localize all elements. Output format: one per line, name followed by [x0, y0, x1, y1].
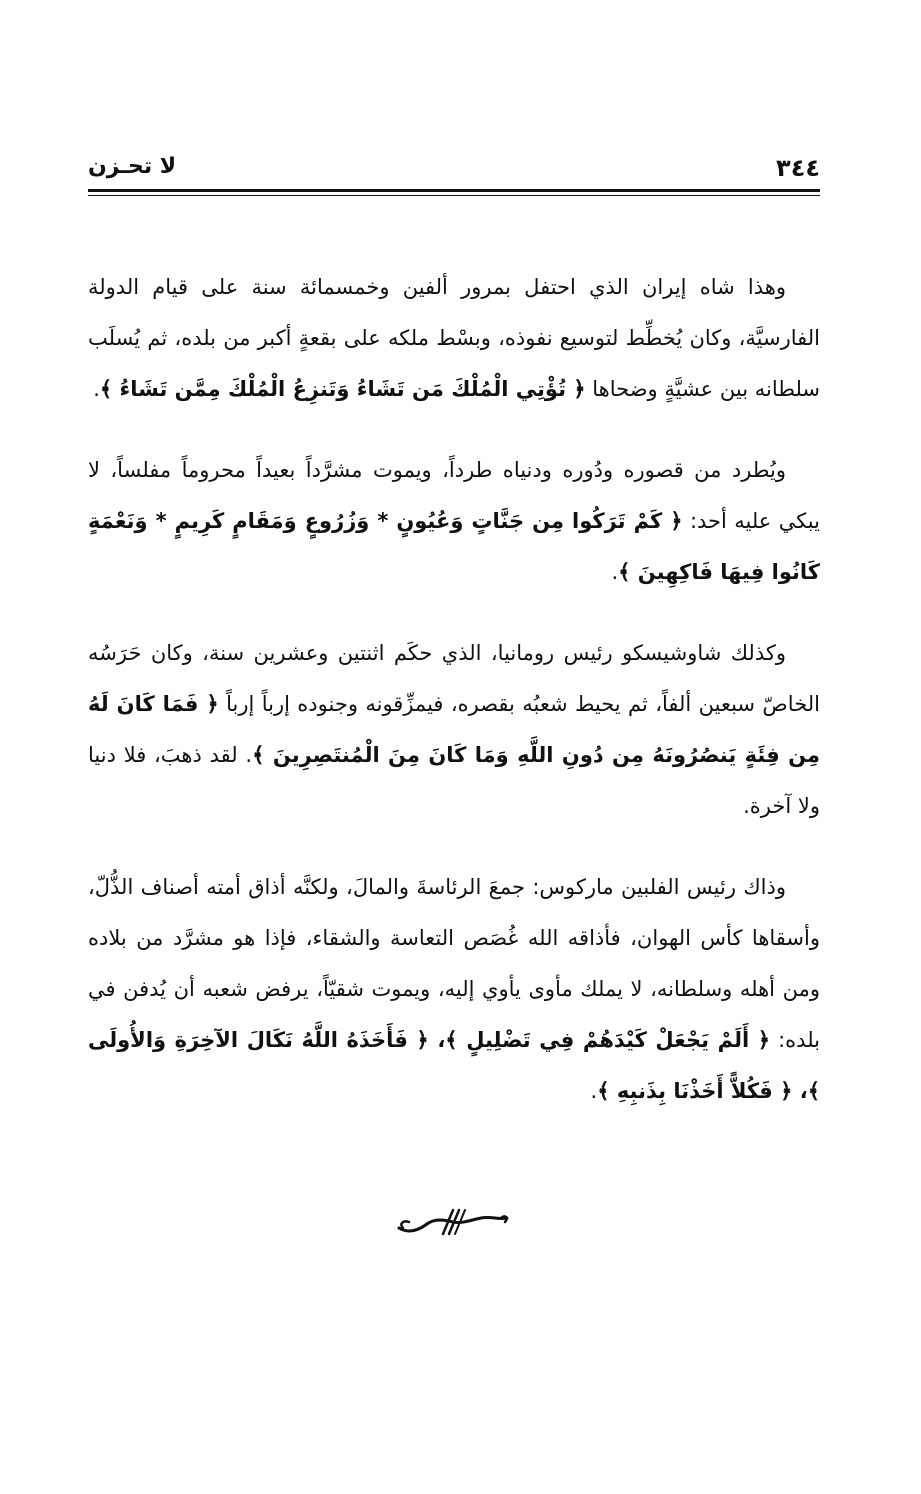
- body-text: [88, 262, 820, 1147]
- paragraph-tail: .: [611, 560, 619, 584]
- paragraph-marcos: [88, 862, 820, 1117]
- paragraph-text: وذاك رئيس الفلبين ماركوس: جمعَ الرئاسةَ والمالَ، ولكنَّه أذاق أمته أصناف الذُّلّ، وأسقاها كأس الهوان، فأذاقه الله غُصَص التعاسة والشقاء، فإذا هو مشرَّد من بلاده ومن أهله وسلطانه، لا يملك مأوى يأوي إليه، ويموت شقيّاً، يرفض شعبه أن يُدفن في بلده:: [88, 875, 820, 1052]
- paragraph-ceausescu: [88, 628, 820, 832]
- book-title: لا تحـزن: [88, 154, 177, 179]
- quran-verse: ﴿ كَمْ تَرَكُوا مِن جَنَّاتٍ وَعُيُونٍ * وَزُرُوعٍ وَمَقَامٍ كَرِيمٍ * وَنَعْمَةٍ كَانُوا فِيهَا فَاكِهِينَ ﴾: [88, 509, 820, 584]
- ornament-divider-icon: [395, 1204, 511, 1240]
- quran-verse: ﴿ تُؤْتِي الْمُلْكَ مَن تَشَاءُ وَتَنزِعُ الْمُلْكَ مِمَّن تَشَاءُ ﴾: [99, 377, 586, 401]
- quran-verse: ﴿ أَلَمْ يَجْعَلْ كَيْدَهُمْ فِي تَضْلِيلٍ ﴾، ﴿ فَأَخَذَهُ اللَّهُ نَكَالَ الآخِرَةِ وَالأُولَى ﴾، ﴿ فَكُلاًّ أَخَذْنَا بِذَنبِهِ ﴾: [88, 1028, 820, 1103]
- paragraph-text: وهذا شاه إيران الذي احتفل بمرور ألفين وخمسمائة سنة على قيام الدولة الفارسيَّة، وكان يُخطِّط لتوسيع نفوذه، وبسْط ملكه على بقعةٍ أكبر من بلده، ثم يُسلَب سلطانه بين عشيَّةٍ وضحاها: [88, 275, 820, 401]
- header-rule-thick: [88, 189, 820, 192]
- paragraph-shah-iran: [88, 262, 820, 415]
- page-number: ٣٤٤: [776, 154, 820, 182]
- paragraph-exile: [88, 445, 820, 598]
- page-header: [88, 148, 820, 184]
- paragraph-tail: .: [590, 1079, 598, 1103]
- paragraph-tail: . لقد ذهبَ، فلا دنيا ولا آخرة.: [88, 743, 820, 818]
- header-rule-thin: [88, 195, 820, 196]
- paragraph-text: ويُطرد من قصوره ودُوره ودنياه طرداً، ويموت مشرَّداً بعيداً محروماً مفلساً، لا يبكي عليه أحد:: [88, 458, 820, 533]
- quran-verse: ﴿ فَمَا كَانَ لَهُ مِن فِئَةٍ يَنصُرُونَهُ مِن دُونِ اللَّهِ وَمَا كَانَ مِنَ الْمُنتَصِرِينَ ﴾: [88, 692, 821, 767]
- paragraph-text: وكذلك شاوشيسكو رئيس رومانيا، الذي حكَم اثنتين وعشرين سنة، وكان حَرَسُه الخاصّ سبعين ألفاً، ثم يحيط شعبُه بقصره، فيمزِّقونه وجنوده إرباً إرباً: [88, 641, 820, 716]
- paragraph-tail: .: [93, 377, 100, 401]
